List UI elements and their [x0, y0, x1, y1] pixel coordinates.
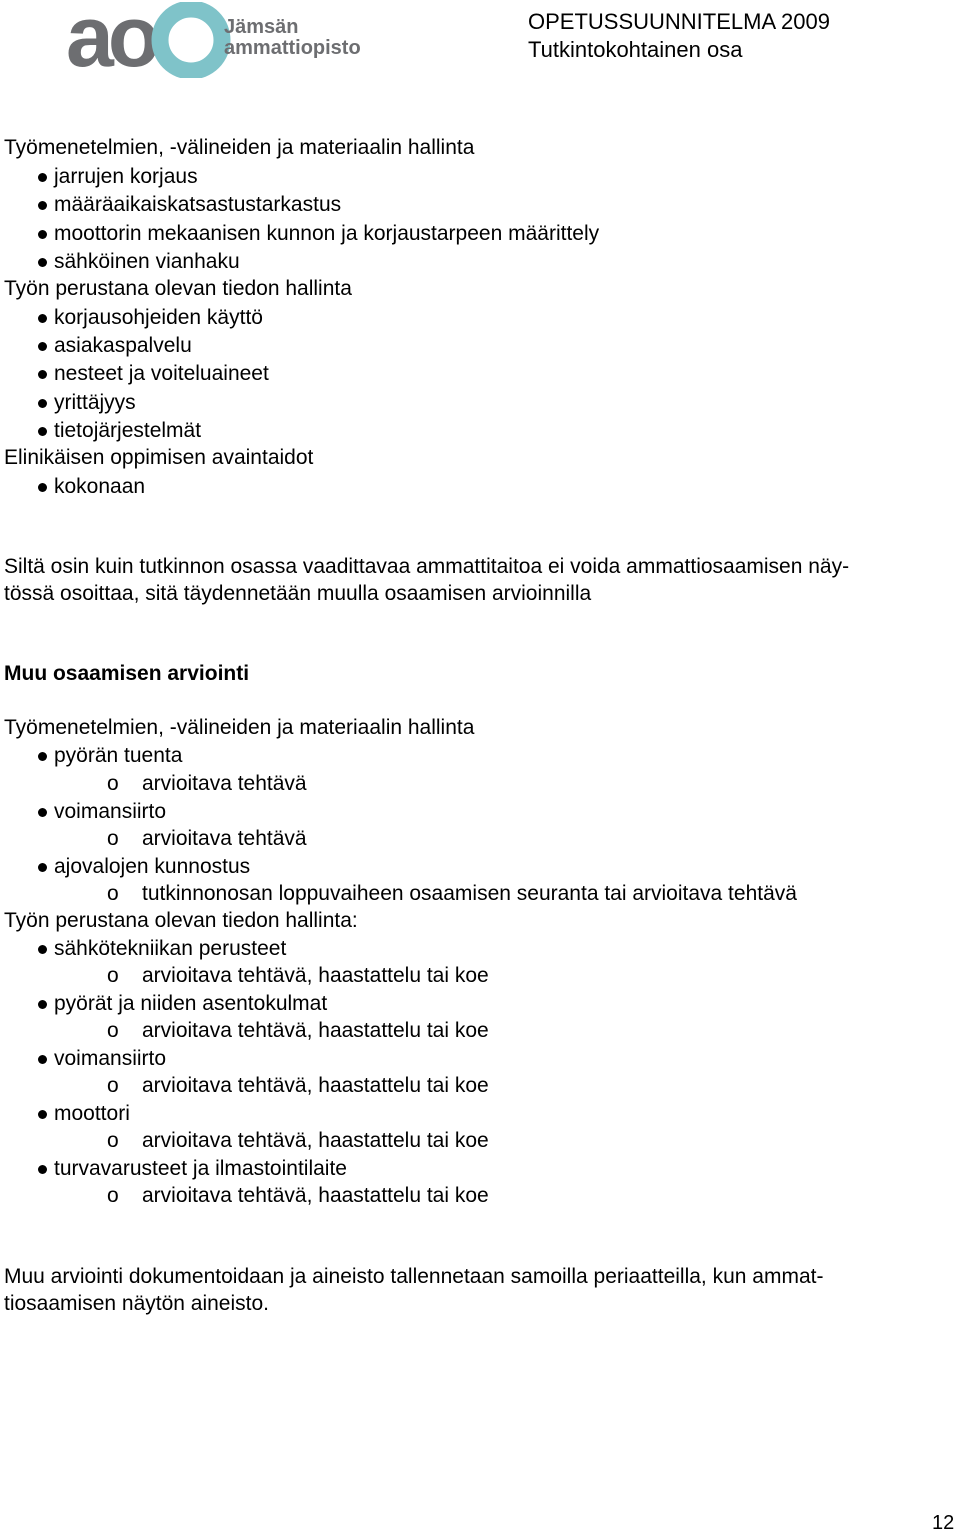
paragraph2-line2: tiosaamisen näytön aineisto. [4, 1292, 269, 1315]
list-item: sähköinen vianhaku [38, 251, 240, 272]
logo-line2: ammattiopisto [224, 37, 361, 59]
list-item: ajovalojen kunnostus [38, 856, 250, 877]
list-item: moottorin mekaanisen kunnon ja korjaustarpeen määrittely [38, 223, 599, 244]
list-item: jarrujen korjaus [38, 166, 198, 187]
header-subtitle: Tutkintokohtainen osa [528, 37, 743, 62]
sub-list-item: o arvioitava tehtävä, haastattelu tai koe [107, 1129, 489, 1152]
section1-heading-lifelong: Elinikäisen oppimisen avaintaidot [4, 446, 314, 469]
list-item: turvavarusteet ja ilmastointilaite [38, 1158, 347, 1179]
paragraph1-line2: tössä osoittaa, sitä täydennetään muulla osaamisen arvioinnilla [4, 582, 592, 605]
list-item: pyörän tuenta [38, 745, 182, 766]
paragraph1-line1: Siltä osin kuin tutkinnon osassa vaadittavaa ammattitaitoa ei voida ammattiosaamisen näy- [4, 555, 850, 578]
page-number: 12 [932, 1512, 955, 1534]
header-title: OPETUSSUUNNITELMA 2009 [528, 9, 830, 34]
list-item: voimansiirto [38, 1048, 166, 1069]
list-item: kokonaan [38, 476, 145, 497]
list-item: sähkötekniikan perusteet [38, 938, 286, 959]
muu-section-title: Muu osaamisen arviointi [4, 662, 250, 685]
sub-list-item: o arvioitava tehtävä, haastattelu tai koe [107, 1184, 489, 1207]
list-item: pyörät ja niiden asentokulmat [38, 993, 327, 1014]
paragraph2-line1: Muu arviointi dokumentoidaan ja aineisto tallennetaan samoilla periaatteilla, kun ammat- [4, 1265, 824, 1288]
sub-list-item: o arvioitava tehtävä [107, 772, 307, 795]
list-item: nesteet ja voiteluaineet [38, 363, 269, 384]
section1-heading-work-methods: Työmenetelmien, -välineiden ja materiaalin hallinta [4, 136, 475, 159]
list-item: tietojärjestelmät [38, 420, 201, 441]
list-item: määräaikaiskatsastustarkastus [38, 194, 341, 215]
list-item: korjausohjeiden käyttö [38, 307, 263, 328]
sub-list-item: o arvioitava tehtävä, haastattelu tai koe [107, 1074, 489, 1097]
list-item: moottori [38, 1103, 130, 1124]
sub-list-item: o tutkinnonosan loppuvaiheen osaamisen seuranta tai arvioitava tehtävä [107, 882, 797, 905]
jamsan-ammattiopisto-logo [66, 2, 366, 78]
section1-heading-knowledge: Työn perustana olevan tiedon hallinta [4, 277, 352, 300]
muu-heading-knowledge: Työn perustana olevan tiedon hallinta: [4, 909, 358, 932]
logo-line1: Jämsän [224, 16, 299, 38]
muu-heading-work-methods: Työmenetelmien, -välineiden ja materiaalin hallinta [4, 716, 475, 739]
sub-list-item: o arvioitava tehtävä [107, 827, 307, 850]
logo-mark: ao [66, 2, 155, 78]
sub-list-item: o arvioitava tehtävä, haastattelu tai koe [107, 1019, 489, 1042]
list-item: yrittäjyys [38, 392, 136, 413]
list-item: voimansiirto [38, 801, 166, 822]
sub-list-item: o arvioitava tehtävä, haastattelu tai koe [107, 964, 489, 987]
list-item: asiakaspalvelu [38, 335, 192, 356]
